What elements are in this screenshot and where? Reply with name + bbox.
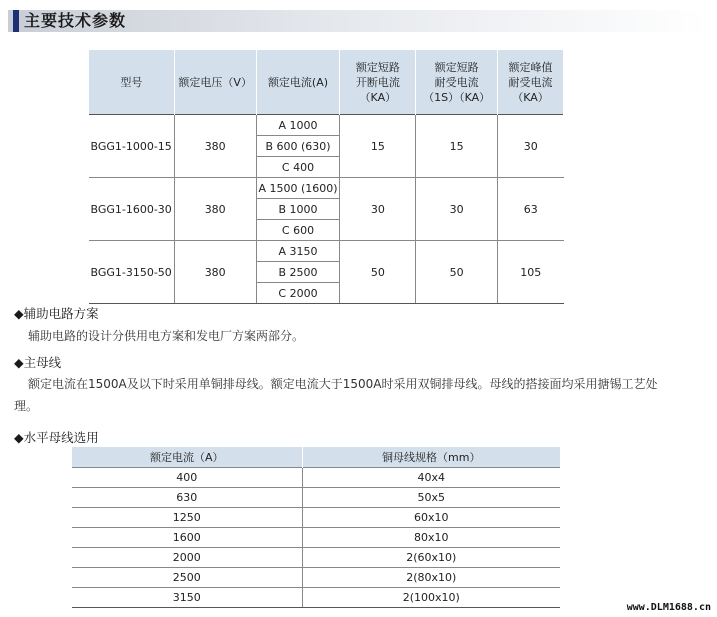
- busbar-spec-cell: 80x10: [302, 528, 560, 548]
- section-title: 主要技术参数: [24, 11, 127, 30]
- main-busbar-text-continued: 理。: [14, 399, 39, 413]
- busbar-spec-cell: 50x5: [302, 488, 560, 508]
- breaking-cell: 30: [340, 178, 416, 241]
- busbar-spec-cell: 2(80x10): [302, 568, 560, 588]
- technical-parameters-table: [88, 50, 564, 304]
- table-header-row: [89, 50, 564, 115]
- current-cell: C 600: [256, 220, 340, 241]
- header-rated-current: 额定电流（A）: [72, 447, 302, 468]
- voltage-cell: 380: [174, 115, 256, 178]
- peak-cell: 63: [498, 178, 564, 241]
- main-busbar-heading: ◆主母线: [14, 355, 62, 370]
- current-cell: A 1000: [256, 115, 340, 136]
- rated-current-cell: 2500: [72, 568, 302, 588]
- current-cell: B 600 (630): [256, 136, 340, 157]
- peak-cell: 105: [498, 241, 564, 304]
- table-row: [89, 115, 564, 136]
- table-header-row: [72, 447, 560, 468]
- main-busbar-text: 额定电流在1500A及以下时采用单铜排母线。额定电流大于1500A时采用双铜排母线。母线的搭接面均采用搪锡工艺处: [28, 377, 658, 391]
- aux-circuit-text: 辅助电路的设计分供用电方案和发电厂方案两部分。: [28, 329, 305, 343]
- current-cell: A 3150: [256, 241, 340, 262]
- table-row: [72, 568, 560, 588]
- aux-circuit-heading: ◆辅助电路方案: [14, 306, 99, 321]
- table-row: [72, 488, 560, 508]
- rated-current-cell: 1250: [72, 508, 302, 528]
- model-cell: BGG1-3150-50: [89, 241, 175, 304]
- horizontal-busbar-table: [72, 447, 560, 608]
- withstand-cell: 50: [416, 241, 498, 304]
- withstand-cell: 15: [416, 115, 498, 178]
- horizontal-busbar-heading: ◆水平母线选用: [14, 430, 99, 445]
- table-row: [72, 468, 560, 488]
- header-voltage: 额定电压（V）: [174, 50, 256, 115]
- header-model: 型号: [89, 50, 175, 115]
- rated-current-cell: 1600: [72, 528, 302, 548]
- busbar-spec-cell: 2(100x10): [302, 588, 560, 608]
- busbar-spec-cell: 2(60x10): [302, 548, 560, 568]
- table-row: [89, 178, 564, 199]
- table-row: [72, 548, 560, 568]
- table-row: [72, 588, 560, 608]
- table-row: [72, 528, 560, 548]
- current-cell: C 400: [256, 157, 340, 178]
- voltage-cell: 380: [174, 241, 256, 304]
- current-cell: B 1000: [256, 199, 340, 220]
- table-row: [72, 508, 560, 528]
- header-current: 额定电流(A): [256, 50, 340, 115]
- table-row: [89, 241, 564, 262]
- breaking-cell: 50: [340, 241, 416, 304]
- rated-current-cell: 2000: [72, 548, 302, 568]
- current-cell: A 1500 (1600): [256, 178, 340, 199]
- header-withstand-current: 额定短路 耐受电流 （1S）（KA）: [416, 50, 498, 115]
- voltage-cell: 380: [174, 178, 256, 241]
- section-header-accent: [13, 10, 19, 32]
- site-watermark: www.DLM1688.cn: [626, 602, 711, 613]
- rated-current-cell: 630: [72, 488, 302, 508]
- header-busbar-spec: 铜母线规格（mm）: [302, 447, 560, 468]
- header-breaking-current: 额定短路 开断电流 （KA）: [340, 50, 416, 115]
- current-cell: C 2000: [256, 283, 340, 304]
- model-cell: BGG1-1000-15: [89, 115, 175, 178]
- withstand-cell: 30: [416, 178, 498, 241]
- breaking-cell: 15: [340, 115, 416, 178]
- busbar-spec-cell: 40x4: [302, 468, 560, 488]
- model-cell: BGG1-1600-30: [89, 178, 175, 241]
- rated-current-cell: 400: [72, 468, 302, 488]
- rated-current-cell: 3150: [72, 588, 302, 608]
- busbar-spec-cell: 60x10: [302, 508, 560, 528]
- current-cell: B 2500: [256, 262, 340, 283]
- header-peak-current: 额定峰值 耐受电流 （KA）: [498, 50, 564, 115]
- peak-cell: 30: [498, 115, 564, 178]
